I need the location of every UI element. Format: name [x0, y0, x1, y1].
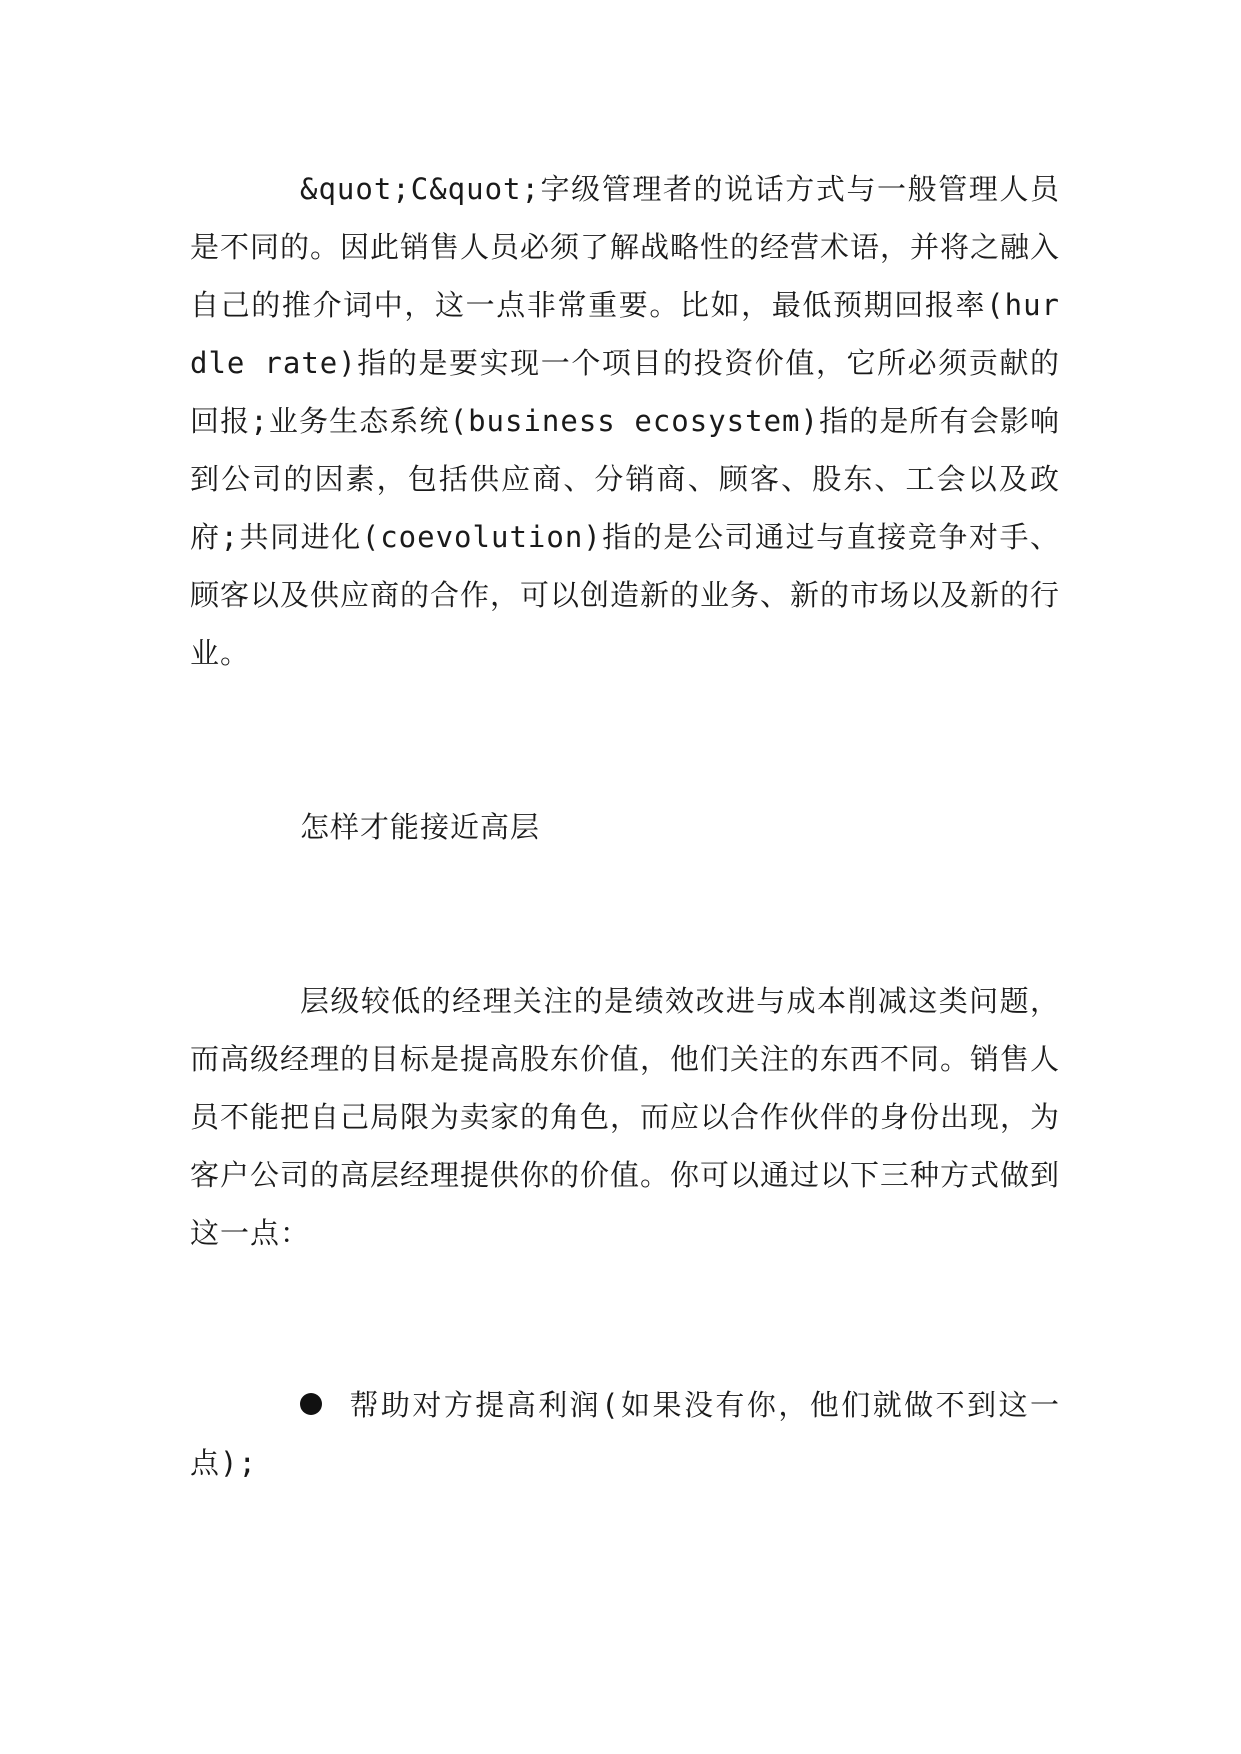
bullet-dot-icon [300, 1393, 322, 1415]
intro-paragraph: &quot;C&quot;字级管理者的说话方式与一般管理人员是不同的。因此销售人员必须了解战略性的经营术语，并将之融入自己的推介词中，这一点非常重要。比如，最低预期回报率(hurdle rate)指的是要实现一个项目的投资价值，它所必须贡献的回报;业务生态系统(business ecosystem)指的是所有会影响到公司的因素，包括供应商、分销商、顾客、股东、工会以及政府;共同进化(coevolution)指的是公司通过与直接竞争对手、顾客以及供应商的合作，可以创造新的业务、新的市场以及新的行业。 [190, 172, 1061, 670]
body-paragraph: 层级较低的经理关注的是绩效改进与成本削减这类问题，而高级经理的目标是提高股东价值，他们关注的东西不同。销售人员不能把自己局限为卖家的角色，而应以合作伙伴的身份出现，为客户公司的高层经理提供你的价值。你可以通过以下三种方式做到这一点： [190, 984, 1061, 1250]
bullet-item-text: 帮助对方提高利润(如果没有你，他们就做不到这一点); [190, 1388, 1060, 1480]
bullet-item [190, 1376, 1060, 1492]
section-heading: 怎样才能接近高层 [300, 810, 541, 844]
